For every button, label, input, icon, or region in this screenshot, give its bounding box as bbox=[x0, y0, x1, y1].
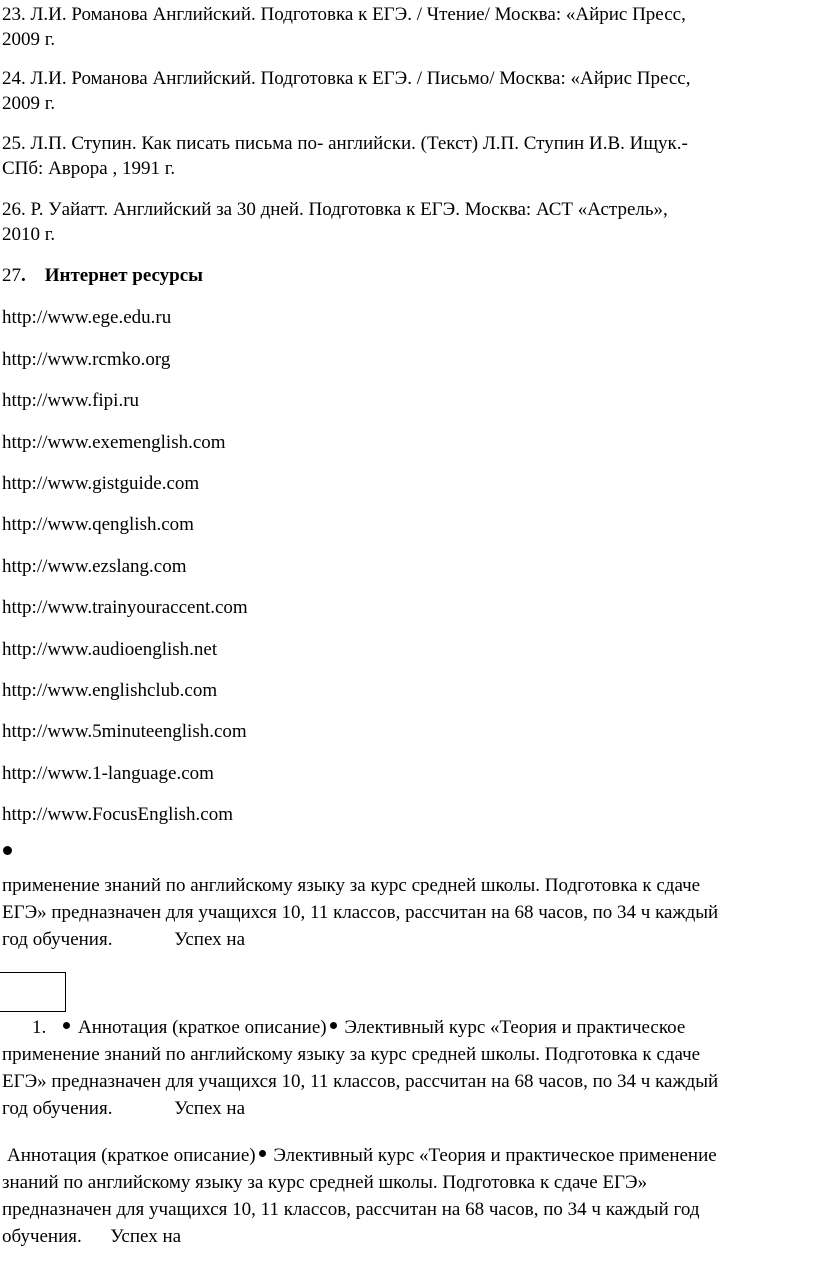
link[interactable]: http://www.audioenglish.net bbox=[2, 639, 218, 660]
paragraph-line bbox=[2, 1142, 814, 1169]
annotation-paragraph-3 bbox=[2, 1142, 814, 1250]
paragraph-line: знаний по английскому языку за курс средней школы. Подготовка к сдаче ЕГЭ» bbox=[2, 1172, 648, 1193]
paragraph-line: ЕГЭ» предназначен для учащихся 10, 11 классов, рассчитан на 68 часов, по 34 ч каждый bbox=[2, 1071, 719, 1092]
paragraph-line bbox=[2, 1014, 814, 1041]
link[interactable]: http://www.exemenglish.com bbox=[2, 432, 226, 453]
link[interactable]: http://www.ezslang.com bbox=[2, 556, 187, 577]
link[interactable]: http://www.trainyouraccent.com bbox=[2, 597, 248, 618]
paragraph-line: год обучения. Успех на bbox=[2, 1098, 246, 1119]
annotation-text: Элективный курс «Теория и практическое bbox=[344, 1017, 686, 1038]
reference-24 bbox=[2, 66, 802, 116]
paragraph-line: обучения. Успех на bbox=[2, 1226, 182, 1247]
paragraph-line: год обучения. Успех на bbox=[2, 929, 246, 950]
reference-line: 2010 г. bbox=[2, 224, 56, 245]
link[interactable]: http://www.qenglish.com bbox=[2, 514, 194, 535]
reference-26 bbox=[2, 197, 802, 247]
heading-title: Интернет ресурсы bbox=[44, 265, 204, 286]
link[interactable]: http://www.FocusEnglish.com bbox=[2, 804, 233, 825]
bullet-icon bbox=[259, 1150, 266, 1157]
link[interactable]: http://www.ege.edu.ru bbox=[2, 307, 172, 328]
bullet-icon bbox=[330, 1022, 337, 1029]
link[interactable]: http://www.rcmko.org bbox=[2, 349, 171, 370]
paragraph-line: предназначен для учащихся 10, 11 классов, рассчитан на 68 часов, по 34 ч каждый год bbox=[2, 1199, 700, 1220]
paragraph-line: применение знаний по английскому языку за курс средней школы. Подготовка к сдаче bbox=[2, 875, 701, 896]
reference-line: 25. Л.П. Ступин. Как писать письма по- английски. (Текст) Л.П. Ступин И.В. Ищук.- bbox=[2, 133, 688, 154]
annotation-paragraph-1 bbox=[2, 872, 814, 953]
reference-line: 24. Л.И. Романова Английский. Подготовка к ЕГЭ. / Письмо/ Москва: «Айрис Пресс, bbox=[2, 68, 691, 89]
reference-line: 26. Р. Уайатт. Английский за 30 дней. Подготовка к ЕГЭ. Москва: АСТ «Астрель», bbox=[2, 199, 668, 220]
internet-resources-heading bbox=[2, 263, 203, 288]
bullet-icon bbox=[63, 1022, 70, 1029]
heading-dot: . bbox=[21, 265, 26, 286]
annotation-paragraph-2 bbox=[2, 1014, 814, 1122]
annotation-lead: Аннотация (краткое описание) bbox=[7, 1145, 256, 1166]
reference-25 bbox=[2, 131, 802, 181]
link[interactable]: http://www.5minuteenglish.com bbox=[2, 721, 247, 742]
list-number: 1. bbox=[32, 1017, 47, 1038]
reference-line: 23. Л.И. Романова Английский. Подготовка к ЕГЭ. / Чтение/ Москва: «Айрис Пресс, bbox=[2, 4, 686, 25]
link[interactable]: http://www.gistguide.com bbox=[2, 473, 200, 494]
bullet-icon bbox=[3, 846, 12, 855]
link[interactable]: http://www.englishclub.com bbox=[2, 680, 218, 701]
paragraph-line: ЕГЭ» предназначен для учащихся 10, 11 классов, рассчитан на 68 часов, по 34 ч каждый bbox=[2, 902, 719, 923]
reference-line: 2009 г. bbox=[2, 93, 56, 114]
annotation-lead: Аннотация (краткое описание) bbox=[78, 1017, 327, 1038]
empty-frame bbox=[0, 972, 66, 1012]
reference-line: 2009 г. bbox=[2, 29, 56, 50]
heading-number: 27 bbox=[2, 265, 21, 286]
paragraph-line: применение знаний по английскому языку за курс средней школы. Подготовка к сдаче bbox=[2, 1044, 701, 1065]
reference-23 bbox=[2, 2, 802, 52]
reference-line: СПб: Аврора , 1991 г. bbox=[2, 158, 176, 179]
link[interactable]: http://www.1-language.com bbox=[2, 763, 214, 784]
link[interactable]: http://www.fipi.ru bbox=[2, 390, 140, 411]
annotation-text: Элективный курс «Теория и практическое применение bbox=[273, 1145, 717, 1166]
